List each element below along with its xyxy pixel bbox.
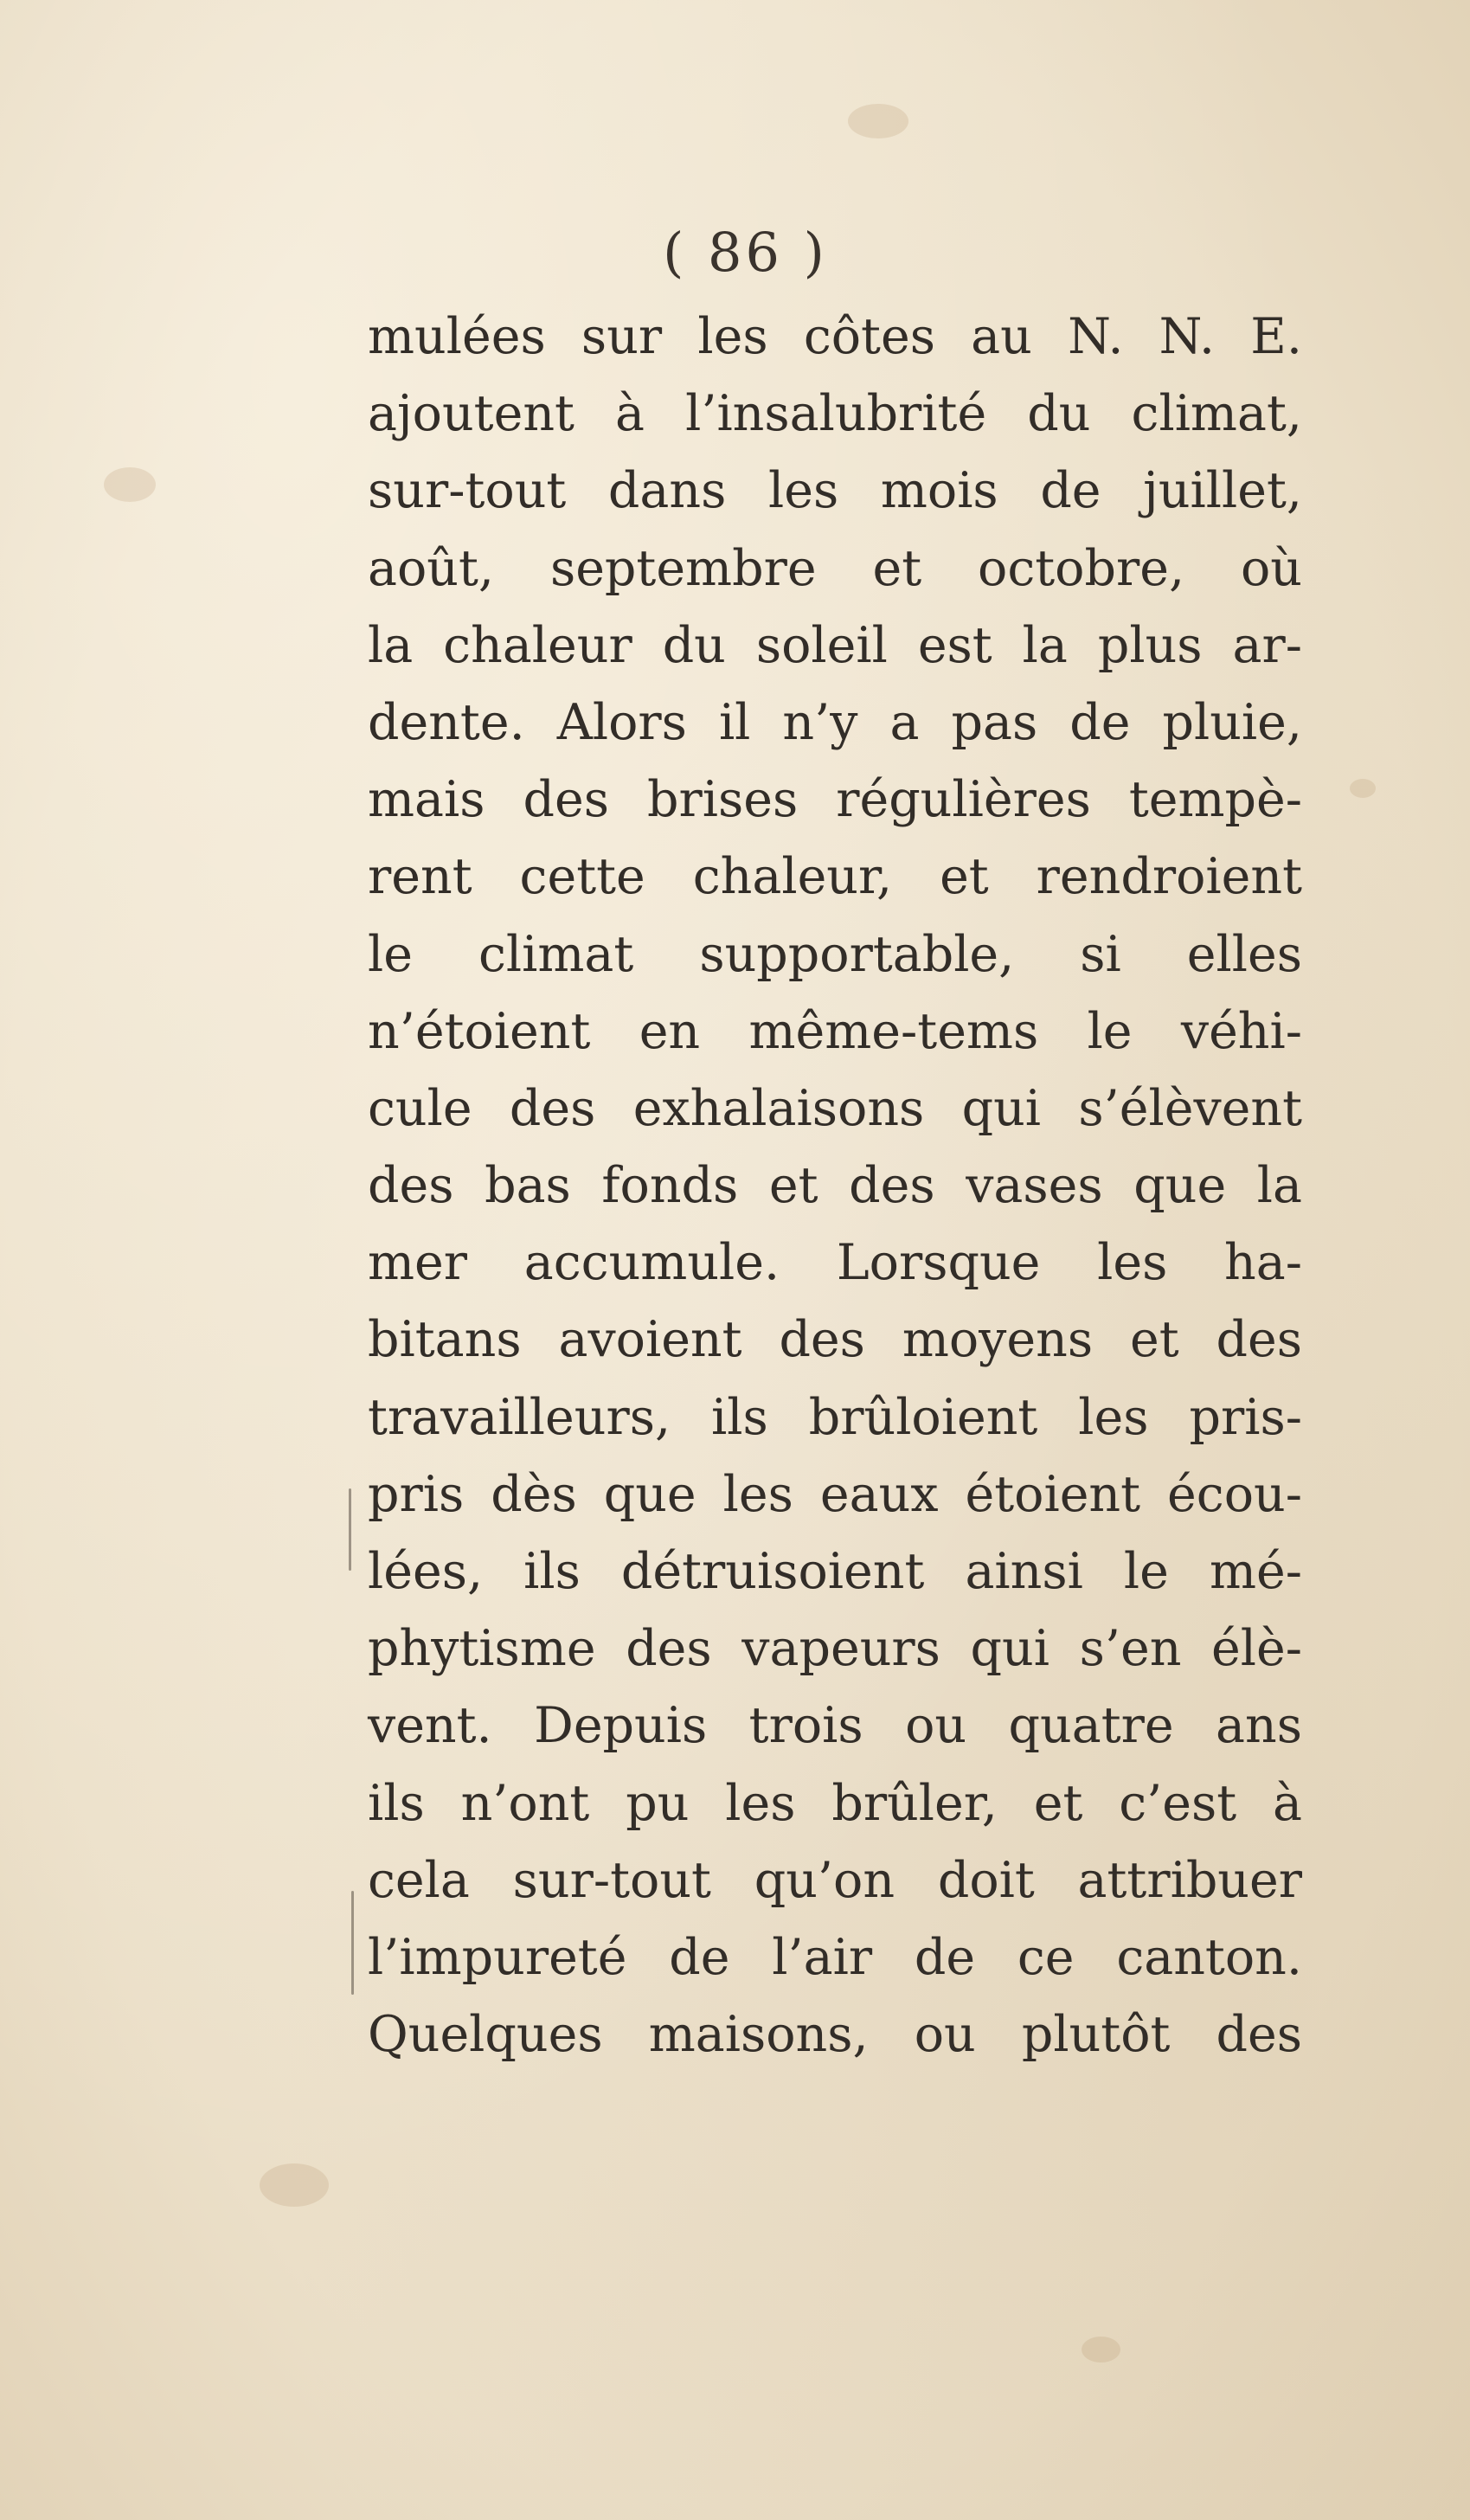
text-line: mulées sur les côtes au N. N. E. [368, 308, 1302, 365]
paper-stain [848, 104, 908, 138]
text-line: n’étoient en même-tems le véhi- [368, 1002, 1302, 1060]
text-line: ajoutent à l’insalubrité du climat, [368, 385, 1302, 443]
text-line: cela sur-tout qu’on doit attribuer [368, 1851, 1302, 1909]
text-line: phytisme des vapeurs qui s’en élè- [368, 1620, 1302, 1678]
text-line: rent cette chaleur, et rendroient [368, 848, 1302, 906]
text-line: le climat supportable, si elles [368, 925, 1302, 983]
paper-stain [104, 467, 156, 502]
paper-stain [1350, 779, 1376, 798]
text-line: Quelques maisons, ou plutôt des [368, 2006, 1302, 2064]
text-line: ils n’ont pu les brûler, et c’est à [368, 1774, 1302, 1832]
text-line: mer accumule. Lorsque les ha- [368, 1234, 1302, 1292]
body-text [368, 299, 1302, 2073]
text-line: des bas fonds et des vases que la [368, 1157, 1302, 1215]
paper-stain [1082, 2337, 1120, 2362]
text-line: dente. Alors il n’y a pas de pluie, [368, 693, 1302, 751]
text-line: août, septembre et octobre, où [368, 539, 1302, 597]
text-line: la chaleur du soleil est la plus ar- [368, 616, 1302, 674]
text-line: lées, ils détruisoient ainsi le mé- [368, 1543, 1302, 1600]
text-line: mais des brises régulières tempè- [368, 771, 1302, 829]
text-line: l’impureté de l’air de ce canton. [368, 1928, 1302, 1986]
text-line: bitans avoient des moyens et des [368, 1311, 1302, 1369]
text-line: travailleurs, ils brûloient les pris- [368, 1388, 1302, 1446]
margin-pencil-mark [351, 1891, 354, 1995]
paper-stain [260, 2163, 329, 2207]
page-number: ( 86 ) [663, 221, 828, 284]
text-line: pris dès que les eaux étoient écou- [368, 1465, 1302, 1523]
text-line: cule des exhalaisons qui s’élèvent [368, 1079, 1302, 1137]
margin-pencil-mark [349, 1488, 351, 1571]
text-line: sur-tout dans les mois de juillet, [368, 462, 1302, 520]
text-line: vent. Depuis trois ou quatre ans [368, 1697, 1302, 1755]
